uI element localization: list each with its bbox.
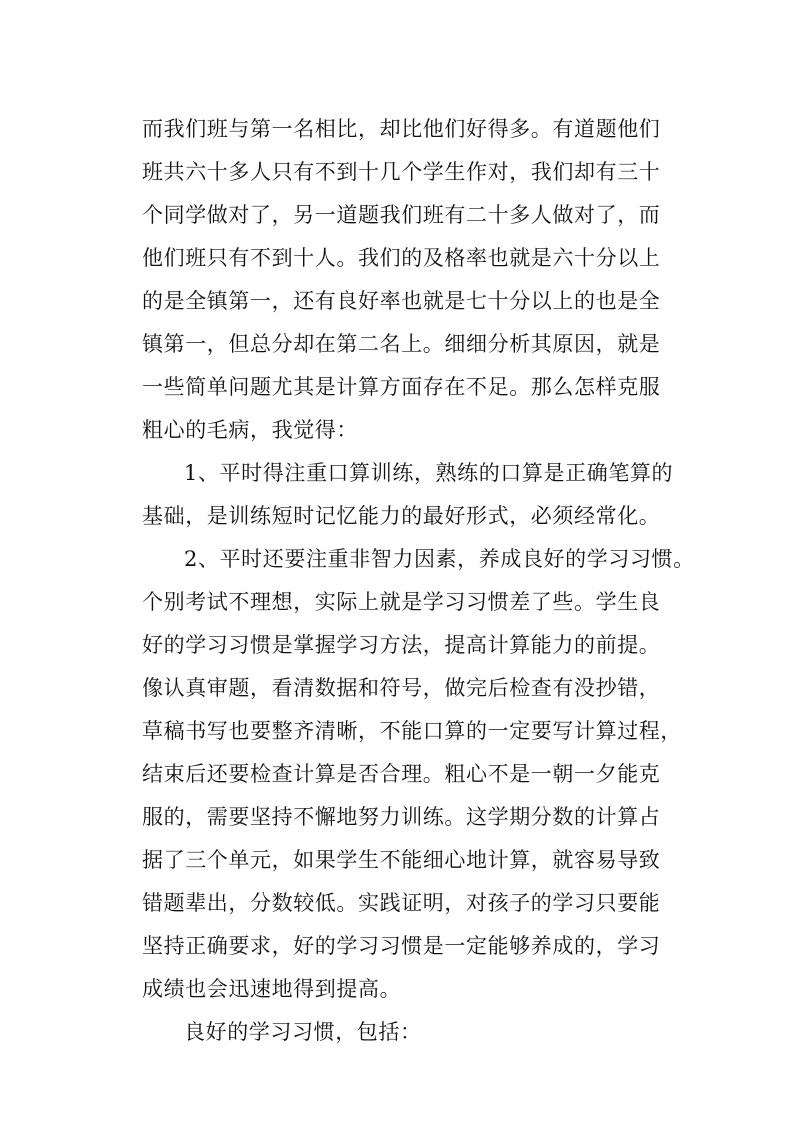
text-line: 坚持正确要求，好的学习习惯是一定能够养成的，学习 bbox=[142, 934, 661, 958]
list-item-1-line: 1、平时得注重口算训练，熟练的口算是正确笔算的 bbox=[184, 461, 674, 485]
text-line: 错题辈出，分数较低。实践证明，对孩子的学习只要能 bbox=[142, 891, 661, 915]
text-line: 个同学做对了，另一道题我们班有二十多人做对了，而 bbox=[142, 203, 661, 227]
text-line: 成绩也会迅速地得到提高。 bbox=[142, 977, 402, 1001]
text-line: 基础，是训练短时记忆能力的最好形式，必须经常化。 bbox=[142, 504, 661, 528]
text-line: 的是全镇第一，还有良好率也就是七十分以上的也是全 bbox=[142, 289, 661, 313]
text-line: 镇第一，但总分却在第二名上。细细分析其原因，就是 bbox=[142, 332, 661, 356]
text-line: 服的，需要坚持不懈地努力训练。这学期分数的计算占 bbox=[142, 805, 661, 829]
text-line: 一些简单问题尤其是计算方面存在不足。那么怎样克服 bbox=[142, 375, 661, 399]
list-item-2-line: 2、平时还要注重非智力因素，养成良好的学习习惯。 bbox=[184, 547, 695, 571]
text-line: 据了三个单元，如果学生不能细心地计算，就容易导致 bbox=[142, 848, 661, 872]
section-heading-line: 良好的学习习惯，包括： bbox=[184, 1020, 422, 1044]
text-line: 结束后还要检查计算是否合理。粗心不是一朝一夕能克 bbox=[142, 762, 661, 786]
text-line: 粗心的毛病，我觉得： bbox=[142, 418, 358, 442]
text-line: 像认真审题，看清数据和符号，做完后检查有没抄错， bbox=[142, 676, 661, 700]
text-line: 班共六十多人只有不到十几个学生作对，我们却有三十 bbox=[142, 160, 661, 184]
text-line: 个别考试不理想，实际上就是学习习惯差了些。学生良 bbox=[142, 590, 661, 614]
text-line: 草稿书写也要整齐清晰，不能口算的一定要写计算过程， bbox=[142, 719, 682, 743]
text-line: 好的学习习惯是掌握学习方法，提高计算能力的前提。 bbox=[142, 633, 661, 657]
text-line: 他们班只有不到十人。我们的及格率也就是六十分以上 bbox=[142, 246, 661, 270]
text-line: 而我们班与第一名相比，却比他们好得多。有道题他们 bbox=[142, 117, 661, 141]
document-body bbox=[142, 108, 695, 1054]
